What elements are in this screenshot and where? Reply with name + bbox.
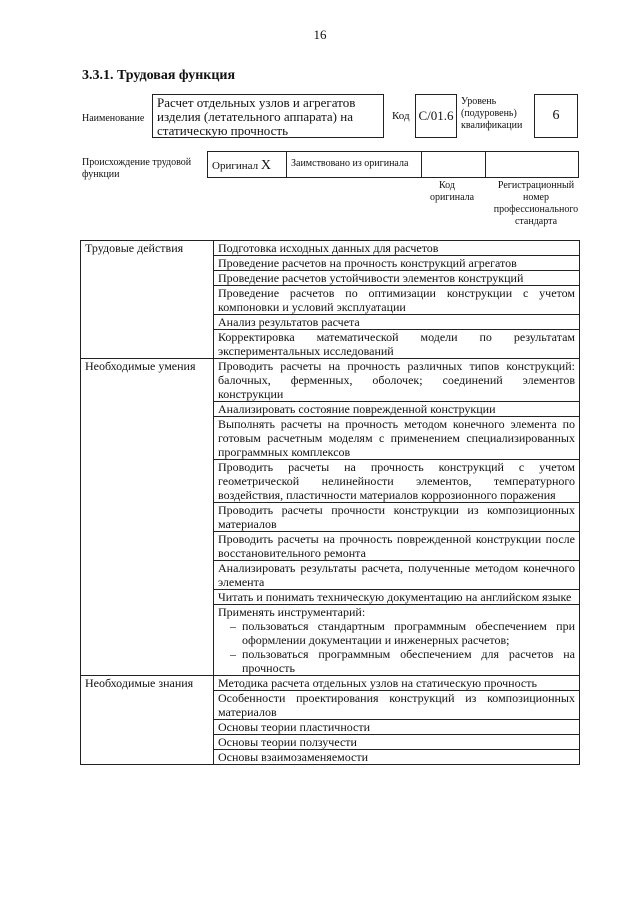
kod-originala-label: Код оригинала (430, 180, 475, 203)
action-item: Подготовка исходных данных для расчетов (214, 241, 580, 256)
section-title: 3.3.1. Трудовая функция (82, 68, 236, 83)
origin-code-cell (422, 152, 486, 177)
origin-label: Происхождение трудовой функции (82, 157, 192, 180)
table-row (81, 359, 580, 402)
tools-list (218, 619, 575, 675)
page-number: 16 (313, 27, 327, 42)
skills-label: Необходимые умения (81, 359, 214, 676)
knowledge-label: Необходимые знания (81, 676, 214, 765)
naimenovanie-label: Наименование (82, 113, 145, 124)
tools-skill-item (214, 605, 580, 676)
tools-intro: Применять инструментарий: (218, 605, 366, 619)
tools-list-item: – пользоваться программным обеспечением для расчетов на прочность (230, 647, 575, 675)
skill-item: Анализировать состояние поврежденной конструкции (214, 402, 580, 417)
knowledge-item: Особенности проектирования конструкций из композиционных материалов (214, 691, 580, 720)
action-item: Анализ результатов расчета (214, 315, 580, 330)
tools-list-item: – пользоваться стандартным программным обеспечением при оформлении документации и инженерных расчетов; (230, 619, 575, 647)
kod-label: Код (392, 110, 410, 122)
borrowed-label: Заимствовано из оригинала (287, 152, 422, 177)
skill-item: Проводить расчеты на прочность поврежденной конструкции после восстановительного ремонта (214, 532, 580, 561)
knowledge-item: Основы взаимозаменяемости (214, 750, 580, 765)
knowledge-item: Основы теории ползучести (214, 735, 580, 750)
origin-original-cell (208, 152, 287, 177)
level-value: 6 (534, 94, 578, 138)
action-item: Проведение расчетов устойчивости элементов конструкций (214, 271, 580, 286)
original-label: Оригинал (212, 160, 259, 172)
naimenovanie-value: Расчет отдельных узлов и агрегатов изделия (летательного аппарата) на статическую прочность (152, 94, 384, 138)
origin-row (207, 151, 579, 178)
skill-item: Проводить расчеты прочности конструкции из композиционных материалов (214, 503, 580, 532)
knowledge-item: Методика расчета отдельных узлов на статическую прочность (214, 676, 580, 691)
skill-item: Анализировать результаты расчета, полученные методом конечного элемента (214, 561, 580, 590)
kod-value: C/01.6 (415, 94, 457, 138)
skill-item: Выполнять расчеты на прочность методом конечного элемента по готовым расчетным моделям с применением специализированных программных комплексов (214, 417, 580, 460)
action-item: Проведение расчетов на прочность конструкций агрегатов (214, 256, 580, 271)
action-item: Проведение расчетов по оптимизации конструкции с учетом компоновки и условий эксплуатации (214, 286, 580, 315)
origin-reg-cell (486, 152, 578, 177)
action-item: Корректировка математической модели по результатам экспериментальных исследований (214, 330, 580, 359)
labor-function-table (80, 240, 580, 765)
original-mark: X (260, 158, 271, 173)
knowledge-item: Основы теории пластичности (214, 720, 580, 735)
skill-item: Читать и понимать техническую документацию на английском языке (214, 590, 580, 605)
table-row (81, 676, 580, 691)
actions-label: Трудовые действия (81, 241, 214, 359)
skill-item: Проводить расчеты на прочность конструкций с учетом геометрической нелинейности элементов, температурного воздействия, пластичности материалов коррозионного поражения (214, 460, 580, 503)
skill-item: Проводить расчеты на прочность различных типов конструкций: балочных, ферменных, оболочек; соединений элементов конструкции (214, 359, 580, 402)
level-label: Уровень (подуровень) квалификации (461, 96, 523, 131)
table-row (81, 241, 580, 256)
reg-nomer-label: Регистрационный номер профессионального стандарта (493, 180, 579, 227)
